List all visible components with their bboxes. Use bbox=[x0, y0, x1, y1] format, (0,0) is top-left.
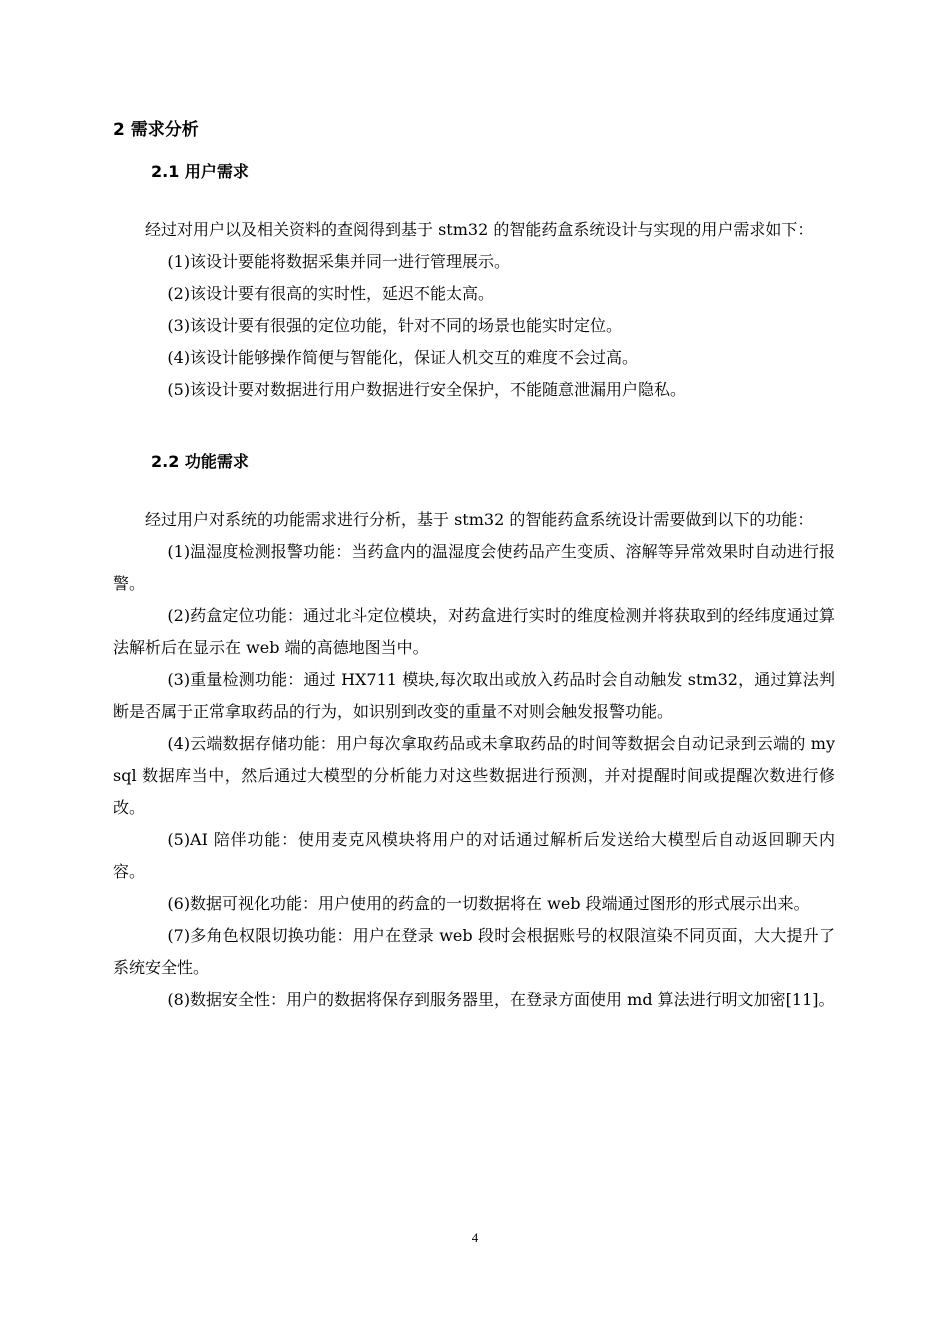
list-item: (3)该设计要有很强的定位功能，针对不同的场景也能实时定位。 bbox=[167, 316, 623, 335]
list-item: (7)多角色权限切换功能：用户在登录 web 段时会根据账号的权限渲染不同页面，大大提升了系统安全性。 bbox=[113, 926, 835, 977]
list-item: (8)数据安全性：用户的数据将保存到服务器里，在登录方面使用 md 算法进行明文加密[11]。 bbox=[167, 990, 835, 1009]
functional-requirements-body bbox=[113, 504, 835, 1016]
functional-requirements-heading: 2.2 功能需求 bbox=[151, 452, 249, 471]
list-item: (2)药盒定位功能：通过北斗定位模块，对药盒进行实时的维度检测并将获取到的经纬度通过算法解析后在显示在 web 端的高德地图当中。 bbox=[113, 606, 835, 657]
user-requirements-heading: 2.1 用户需求 bbox=[151, 162, 249, 181]
list-item: (6)数据可视化功能：用户使用的药盒的一切数据将在 web 段端通过图形的形式展示出来。 bbox=[167, 894, 810, 913]
list-item: (5)该设计要对数据进行用户数据进行安全保护，不能随意泄漏用户隐私。 bbox=[167, 380, 687, 399]
user-requirements-intro: 经过对用户以及相关资料的查阅得到基于 stm32 的智能药盒系统设计与实现的用户需求如下： bbox=[145, 220, 814, 239]
section-title: 2 需求分析 bbox=[113, 120, 199, 140]
user-requirements-body bbox=[113, 214, 835, 406]
list-item: (2)该设计要有很高的实时性，延迟不能太高。 bbox=[167, 284, 495, 303]
list-item: (4)云端数据存储功能：用户每次拿取药品或未拿取药品的时间等数据会自动记录到云端的 mysql 数据库当中，然后通过大模型的分析能力对这些数据进行预测，并对提醒时间或提醒次数进行修改。 bbox=[113, 734, 835, 817]
list-item: (3)重量检测功能：通过 HX711 模块,每次取出或放入药品时会自动触发 stm32，通过算法判断是否属于正常拿取药品的行为，如识别到改变的重量不对则会触发报警功能。 bbox=[113, 670, 835, 721]
list-item: (1)该设计要能将数据采集并同一进行管理展示。 bbox=[167, 252, 511, 271]
list-item: (5)AI 陪伴功能：使用麦克风模块将用户的对话通过解析后发送给大模型后自动返回聊天内容。 bbox=[113, 830, 835, 881]
page-number: 4 bbox=[471, 1230, 479, 1245]
list-item: (1)温湿度检测报警功能：当药盒内的温湿度会使药品产生变质、溶解等异常效果时自动进行报警。 bbox=[113, 542, 835, 593]
functional-requirements-intro: 经过用户对系统的功能需求进行分析，基于 stm32 的智能药盒系统设计需要做到以下的功能： bbox=[145, 510, 814, 529]
list-item: (4)该设计能够操作简便与智能化，保证人机交互的难度不会过高。 bbox=[167, 348, 639, 367]
